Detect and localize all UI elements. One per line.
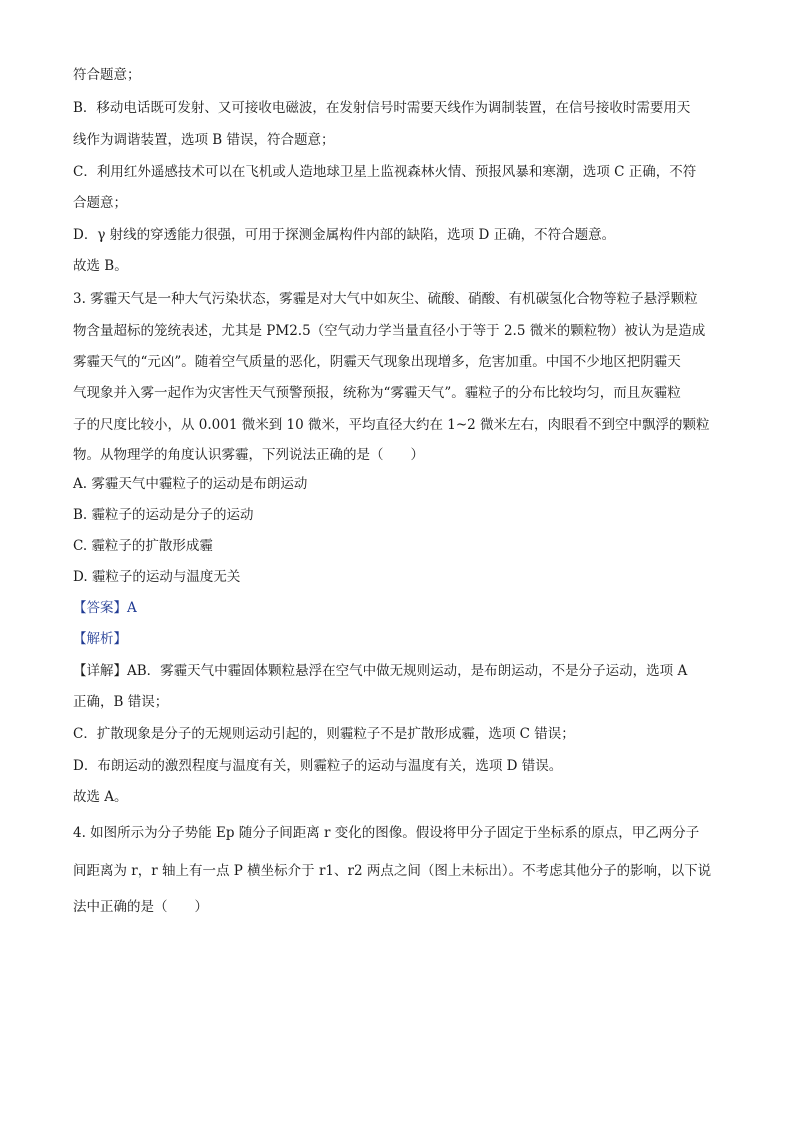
text-line: 合题意；: [73, 195, 127, 211]
text-line: 雾霾天气的“元凶”。随着空气质量的恶化，阴霾天气现象出现增多，危害加重。中国不少地区把阴霾天: [73, 354, 681, 370]
option-d: D. 霾粒子的运动与温度无关: [73, 569, 241, 585]
answer-label: 【答案】A: [73, 600, 137, 616]
text-line: C．利用红外遥感技术可以在飞机或人造地球卫星上监视森林火情、预报风暴和寒潮，选项 C 正确，不符: [73, 164, 697, 180]
text-line: C．扩散现象是分子的无规则运动引起的，则霾粒子不是扩散形成霾，选项 C 错误；: [73, 726, 575, 742]
text-line: 正确，B 错误；: [73, 694, 169, 710]
text-line: 符合题意；: [73, 67, 141, 83]
option-b: B. 霾粒子的运动是分子的运动: [73, 507, 254, 523]
text-line: 物含量超标的笼统表述，尤其是 PM2.5（空气动力学当量直径小于等于 2.5 微米的颗粒物）被认为是造成: [73, 323, 706, 339]
text-line: 间距离为 r，r 轴上有一点 P 横坐标介于 r1、r2 两点之间（图上未标出）。不考虑其他分子的影响，以下说: [73, 863, 712, 879]
text-line: 气现象并入雾一起作为灾害性天气预警预报，统称为“雾霾天气”。霾粒子的分布比较均匀，而且灰霾粒: [73, 385, 681, 401]
option-a: A. 雾霾天气中霾粒子的运动是布朗运动: [73, 476, 308, 492]
text-line: 故选 B。: [73, 258, 128, 274]
detail-line: 【详解】AB．雾霾天气中霾固体颗粒悬浮在空气中做无规则运动，是布朗运动，不是分子运动，选项 A: [73, 663, 688, 679]
text-line: B．移动电话既可发射、又可接收电磁波，在发射信号时需要天线作为调制装置，在信号接收时需要用天: [73, 100, 691, 116]
text-line: 故选 A。: [73, 789, 128, 805]
text-line: D．布朗运动的激烈程度与温度有关，则霾粒子的运动与温度有关，选项 D 错误。: [73, 758, 563, 774]
text-line: 子的尺度比较小，从 0.001 微米到 10 微米，平均直径大约在 1~2 微米左右，肉眼看不到空中飘浮的颗粒: [73, 417, 710, 433]
analysis-label: 【解析】: [73, 631, 127, 647]
question-3-line: 3. 雾霾天气是一种大气污染状态，雾霾是对大气中如灰尘、硫酸、硝酸、有机碳氢化合物等粒子悬浮颗粒: [73, 291, 698, 307]
text-line: 线作为调谐装置，选项 B 错误，符合题意；: [73, 132, 335, 148]
option-c: C. 霾粒子的扩散形成霾: [73, 538, 213, 554]
text-line: 物。从物理学的角度认识雾霾，下列说法正确的是（ ）: [73, 447, 424, 463]
question-4-line: 4. 如图所示为分子势能 Ep 随分子间距离 r 变化的图像。假设将甲分子固定于坐标系的原点，甲乙两分子: [73, 825, 700, 841]
text-line: D．γ 射线的穿透能力很强，可用于探测金属构件内部的缺陷，选项 D 正确，不符合题意。: [73, 227, 616, 243]
text-line: 法中正确的是（ ）: [73, 899, 208, 915]
